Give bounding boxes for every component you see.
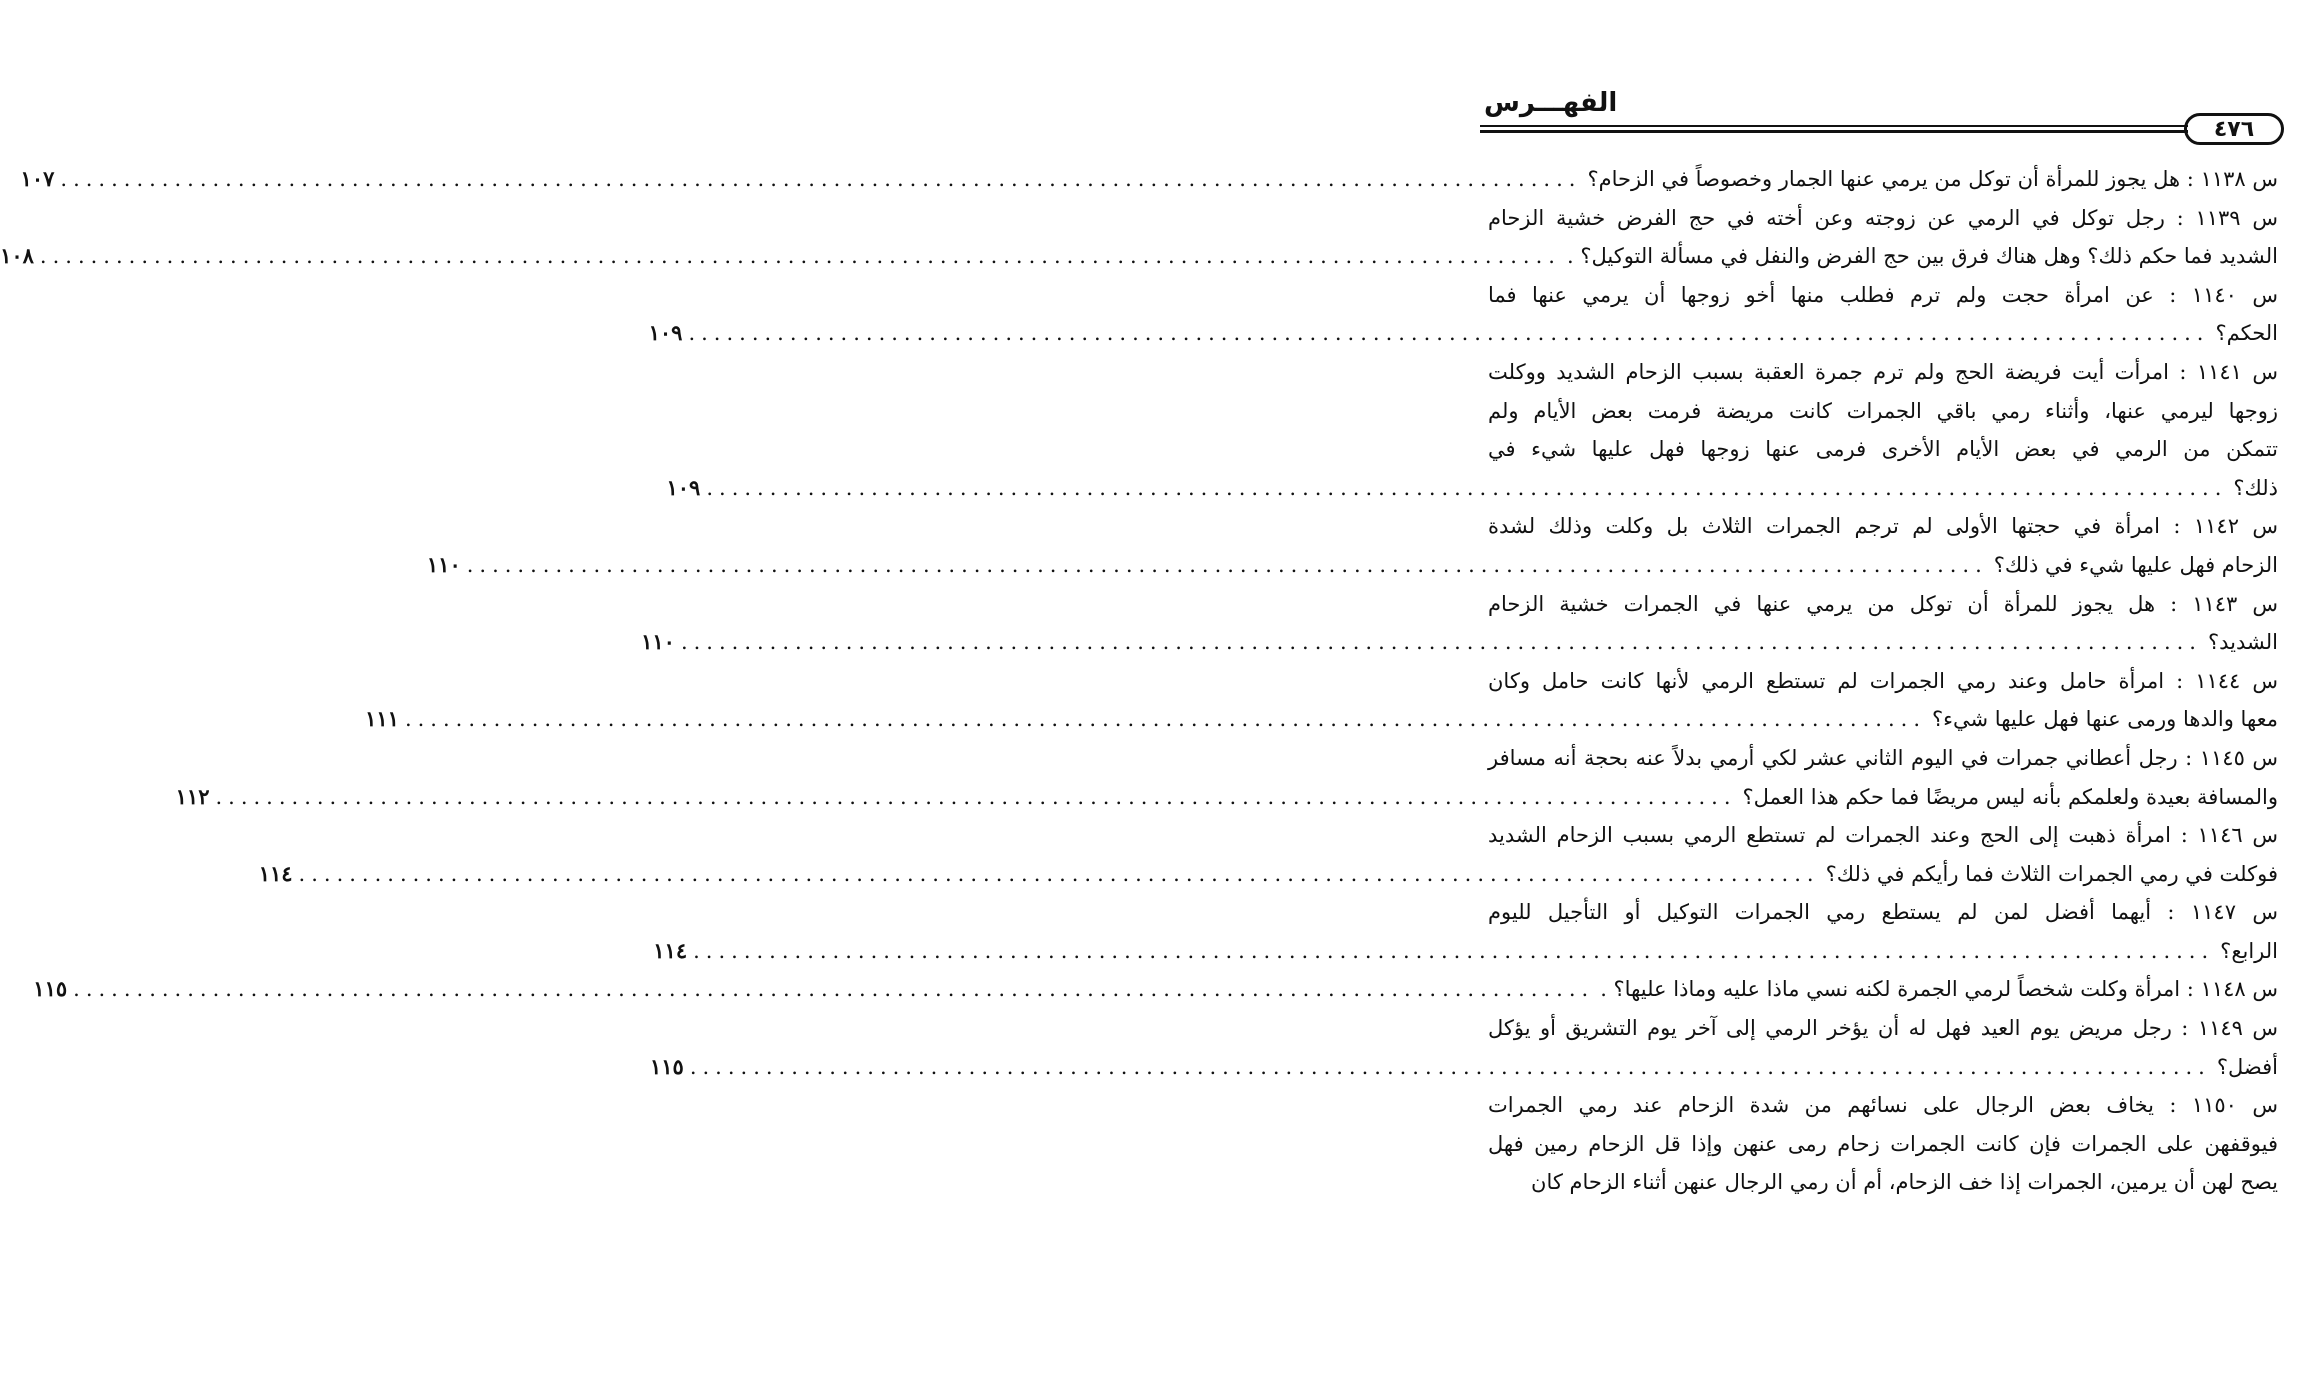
dot-leader: ........................................................................................................................: [215, 784, 1737, 809]
index-entry: [641, 585, 2278, 662]
entry-final-line: [649, 1048, 2278, 1087]
index-entry: [426, 507, 2279, 584]
index-entry: [33, 970, 2278, 1009]
entry-text-tail: أفضل؟: [2216, 1054, 2278, 1079]
entry-text-line: س ١١٤٣ : هل يجوز للمرأة أن توكل من يرمي عنها في الجمرات خشية الزحام: [1488, 591, 2278, 616]
page-number: ٤٧٦: [2213, 116, 2255, 142]
entry-page-number: ١١٥: [33, 976, 68, 1002]
dot-leader: ........................................................................................................................: [689, 1054, 2211, 1079]
entry-text-tail: الشديد؟: [2207, 630, 2278, 655]
entry-text-tail: الشديد فما حكم ذلك؟ وهل هناك فرق بين حج الفرض والنفل في مسألة التوكيل؟ .: [1566, 244, 2278, 269]
dot-leader: ........................................................................................................................: [39, 244, 1561, 269]
entry-page-number: ١١٥: [649, 1053, 684, 1079]
index-entry: [365, 662, 2278, 739]
entry-text-tail: الحكم؟: [2215, 321, 2278, 346]
index-entry: [1488, 1086, 2278, 1202]
dot-leader: ........................................................................................................................: [404, 707, 1926, 732]
dot-leader: ........................................................................................................................: [706, 475, 2228, 500]
entry-final-line: [20, 160, 2278, 199]
dot-leader: ........................................................................................................................: [693, 938, 2215, 963]
entry-page-number: ١٠٨: [0, 243, 34, 269]
entry-text-line: س ١١٤٩ : رجل مريض يوم العيد فهل له أن يؤخر الرمي إلى آخر يوم التشريق أو يؤكل: [1488, 1016, 2279, 1041]
entry-final-line: [33, 970, 2278, 1009]
entry-text-line: س ١١٥٠ : يخاف بعض الرجال على نسائهم من شدة الزحام عند رمي الجمرات: [1488, 1093, 2278, 1118]
entry-final-line: [653, 932, 2278, 971]
dot-leader: ........................................................................................................................: [60, 167, 1582, 191]
entry-page-number: ١١٢: [175, 783, 210, 809]
dot-leader: ........................................................................................................................: [466, 552, 1988, 577]
index-entries: [0, 160, 2279, 1202]
index-entry: [666, 353, 2279, 507]
index-entry: [649, 1009, 2279, 1086]
entry-text-line: س ١١٤٤ : امرأة حامل وعند رمي الجمرات لم تستطع الرمي لأنها كانت حامل وكان: [1488, 668, 2278, 693]
entry-text-tail: س ١١٤٨ : امرأة وكلت شخصاً لرمي الجمرة لكنه نسي ماذا عليه وماذا عليها؟ .: [1600, 977, 2278, 1002]
dot-leader: ........................................................................................................................: [688, 321, 2210, 346]
entry-text-tail: الرابع؟: [2220, 938, 2278, 963]
running-header-title: الفهـــرس: [1484, 88, 1618, 118]
entry-final-line: [426, 546, 2278, 585]
entry-text-line: فيوقفهن على الجمرات فإن كانت الجمرات زحام رمى عنهن وإذا قل الزحام رمين فهل: [1488, 1131, 2278, 1156]
dot-leader: ........................................................................................................................: [298, 861, 1820, 886]
entry-text-line: س ١١٤١ : امرأت أيت فريضة الحج ولم ترم جمرة العقبة بسبب الزحام الشديد ووكلت: [1488, 359, 2279, 384]
entry-text-tail: ذلك؟: [2233, 475, 2278, 500]
entry-final-line: [0, 237, 2278, 276]
entry-final-line: [365, 700, 2278, 739]
index-entry: [0, 199, 2278, 276]
entry-text-line: س ١١٤٦ : امرأة ذهبت إلى الحج وعند الجمرات لم تستطع الرمي بسبب الزحام الشديد: [1488, 823, 2279, 848]
entry-page-number: ١٠٧: [20, 166, 55, 191]
index-entry: [653, 893, 2278, 970]
header-rule: [1480, 123, 2188, 135]
entry-text-line: س ١١٤٢ : امرأة في حجتها الأولى لم ترجم الجمرات الثلاث بل وكلت وذلك لشدة: [1488, 514, 2279, 539]
entry-text-tail: فوكلت في رمي الجمرات الثلاث فما رأيكم في ذلك؟: [1825, 861, 2278, 886]
entry-page-number: ١٠٩: [666, 474, 701, 500]
entry-text-line: يصح لهن أن يرمين، الجمرات إذا خف الزحام، أم أن رمي الرجال عنهن أثناء الزحام كان: [1531, 1170, 2278, 1195]
entry-page-number: ١١٤: [258, 860, 293, 886]
dot-leader: ........................................................................................................................: [680, 630, 2202, 655]
index-entry: [258, 816, 2279, 893]
entry-page-number: ١١١: [365, 706, 399, 732]
entry-text-line: س ١١٤٠ : عن امرأة حجت ولم ترم فطلب منها أخو زوجها أن يرمي عنها فما: [1488, 282, 2278, 307]
index-entry: [20, 160, 2278, 199]
entry-text-tail: والمسافة بعيدة ولعلمكم بأنه ليس مريضًا فما حكم هذا العمل؟: [1742, 784, 2278, 809]
entry-page-number: ١١٠: [426, 551, 461, 577]
entry-text-tail: معها والدها ورمى عنها فهل عليها شيء؟: [1932, 707, 2278, 732]
index-entry: [648, 276, 2278, 353]
entry-page-number: ١٠٩: [648, 320, 683, 346]
entry-page-number: ١١٤: [653, 937, 688, 963]
entry-text-line: زوجها ليرمي عنها، وأثناء رمي باقي الجمرات كانت مريضة فرمت بعض الأيام ولم: [1488, 398, 2278, 423]
dot-leader: ........................................................................................................................: [73, 977, 1595, 1002]
index-entry: [175, 739, 2278, 816]
entry-text-line: س ١١٣٩ : رجل توكل في الرمي عن زوجته وعن أخته في حج الفرض خشية الزحام: [1488, 205, 2278, 230]
entry-text-line: س ١١٤٥ : رجل أعطاني جمرات في اليوم الثاني عشر لكي أرمي بدلاً عنه بحجة أنه مسافر: [1488, 745, 2278, 770]
page-number-badge: [2184, 113, 2284, 145]
entry-text-tail: س ١١٣٨ : هل يجوز للمرأة أن توكل من يرمي عنها الجمار وخصوصاً في الزحام؟: [1587, 167, 2278, 191]
entry-final-line: [641, 623, 2278, 662]
entry-final-line: [175, 778, 2278, 817]
entry-page-number: ١١٠: [641, 629, 675, 655]
entry-text-tail: الزحام فهل عليها شيء في ذلك؟: [1993, 552, 2278, 577]
entry-text-line: س ١١٤٧ : أيهما أفضل لمن لم يستطع رمي الجمرات التوكيل أو التأجيل لليوم: [1488, 900, 2278, 925]
entry-final-line: [666, 469, 2278, 508]
entry-final-line: [258, 855, 2278, 894]
entry-text-line: تتمكن من الرمي في بعض الأيام الأخرى فرمى عنها زوجها فهل عليها شيء في: [1488, 437, 2278, 462]
entry-final-line: [648, 314, 2278, 353]
